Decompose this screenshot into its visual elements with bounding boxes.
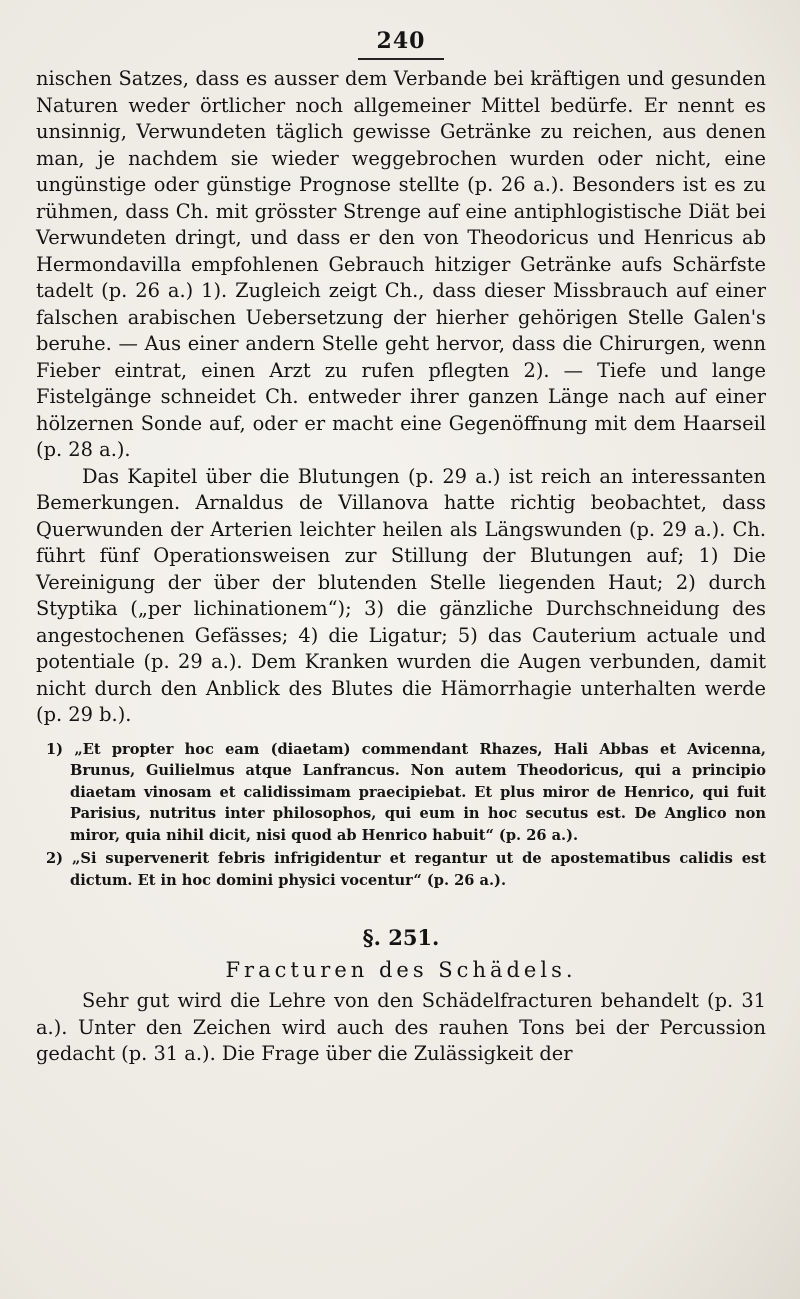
paragraph-2: Das Kapitel über die Blutungen (p. 29 a.) ist reich an interessanten Bemerkungen. Arnaldus de Villanova hatte richtig beobachtet, dass Querwunden der Arterien leichter heilen als Längswunden (p. 29 a.). Ch. führt fünf Operationsweisen zur Stillung der Blutungen auf; 1) Die Vereinigung der über der blutenden Stelle liegenden Haut; 2) durch Styptika („per lichinationem“); 3) die gänzliche Durchschneidung des angestochenen Gefässes; 4) die Ligatur; 5) das Cauterium actuale und potentiale (p. 29 a.). Dem Kranken wurden die Augen verbunden, damit nicht durch den Anblick des Blutes die Hämorrhagie unterhalten werde (p. 29 b.). [36, 464, 766, 726]
main-text [36, 66, 766, 729]
footnote-1: 1) „Et propter hoc eam (diaetam) commendant Rhazes, Hali Abbas et Avicenna, Brunus, Guilielmus atque Lanfrancus. Non autem Theodoricus, qui a principio diaetam vinosam et calidissimam praecipiebat. Et plus miror de Henrico, qui fuit Parisius, nutritus inter philosophos, qui eum in hoc secutus est. De Anglico non miror, quia nihil dicit, nisi quod ab Henrico habuit“ (p. 26 a.). [46, 740, 766, 844]
footnote-2: 2) „Si supervenerit febris infrigidentur et regantur ut de apostematibus calidis est dictum. Et in hoc domini physici vocentur“ (p. 26 a.). [46, 850, 766, 889]
page-number: 240 [376, 28, 426, 54]
page-number-rule [358, 58, 444, 60]
section-paragraph: Sehr gut wird die Lehre von den Schädelfracturen behandelt (p. 31 a.). Unter den Zeichen wird auch des rauhen Tons bei der Percussion gedacht (p. 31 a.). Die Frage über die Zulässigkeit der [36, 989, 766, 1065]
paragraph-1: nischen Satzes, dass es ausser dem Verbande bei kräftigen und gesunden Naturen weder örtlicher noch allgemeiner Mittel bedürfe. Er nennt es unsinnig, Verwundeten täglich gewisse Getränke zu reichen, aus denen man, je nachdem sie wieder weggebrochen wurden oder nicht, eine ungünstige oder günstige Prognose stellte (p. 26 a.). Besonders ist es zu rühmen, dass Ch. mit grösster Strenge auf eine antiphlogistische Diät bei Verwundeten dringt, und dass er den von Theodoricus und Henricus ab Hermondavilla empfohlenen Gebrauch hitziger Getränke aufs Schärfste tadelt (p. 26 a.) 1). Zugleich zeigt Ch., dass dieser Missbrauch auf einer falschen arabischen Uebersetzung der hierher gehörigen Stelle Galen's beruhe. — Aus einer andern Stelle geht hervor, dass die Chirurgen, wenn Fieber eintrat, einen Arzt zu rufen pflegten 2). — Tiefe und lange Fistelgänge schneidet Ch. entweder ihrer ganzen Länge nach auf einer hölzernen Sonde auf, oder er macht eine Gegenöffnung mit dem Haarseil (p. 28 a.). [36, 67, 766, 461]
section-number: §. 251. [362, 925, 440, 950]
footnote-gap [36, 729, 766, 739]
footnotes [36, 739, 766, 892]
section-title: Fracturen des Schädels. [225, 958, 577, 982]
section-text [36, 988, 766, 1068]
